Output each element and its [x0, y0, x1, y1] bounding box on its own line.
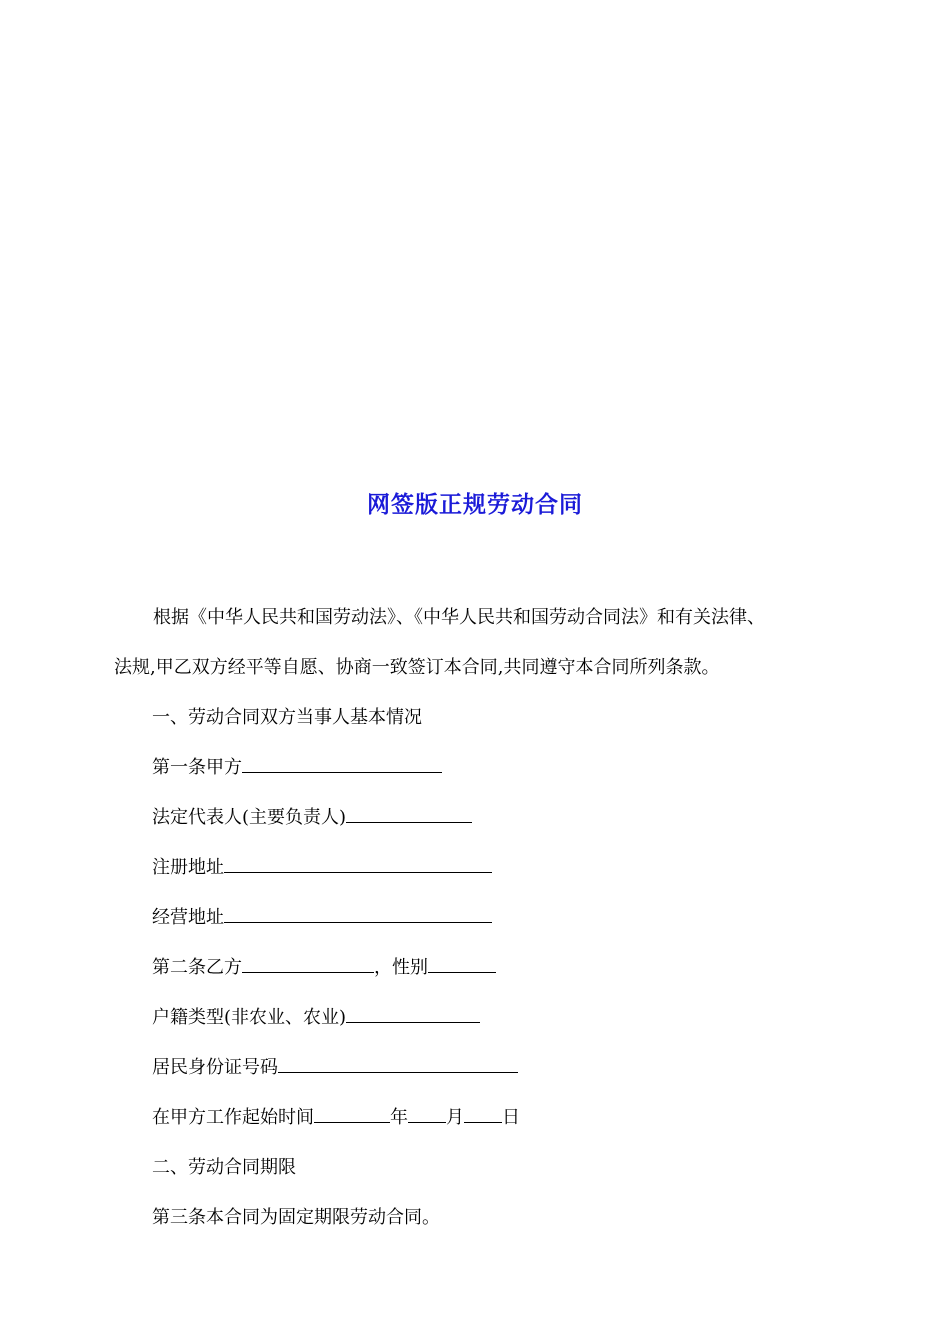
party-a-blank[interactable] [242, 756, 442, 773]
month-label: 月 [446, 1107, 464, 1128]
intro-line-1: 根据《中华人民共和国劳动法》、《中华人民共和国劳动合同法》和有关法律、 [153, 607, 765, 628]
section-1-heading: 一、劳动合同双方当事人基本情况 [152, 707, 422, 728]
document-title: 网签版正规劳动合同 [367, 491, 583, 518]
id-number-row [152, 1056, 518, 1080]
section-2-heading: 二、劳动合同期限 [152, 1157, 296, 1178]
start-month-blank[interactable] [408, 1106, 446, 1123]
household-blank[interactable] [346, 1006, 480, 1023]
reg-address-row [152, 856, 492, 880]
day-label: 日 [502, 1107, 520, 1128]
legal-rep-row [152, 806, 472, 830]
start-date-label: 在甲方工作起始时间 [152, 1107, 314, 1128]
party-a-label: 第一条甲方 [152, 757, 242, 778]
year-label: 年 [390, 1107, 408, 1128]
reg-address-label: 注册地址 [152, 857, 224, 878]
start-date-row [152, 1106, 520, 1130]
party-a-row [152, 756, 442, 780]
gender-blank[interactable] [428, 956, 496, 973]
id-number-label: 居民身份证号码 [152, 1057, 278, 1078]
biz-address-label: 经营地址 [152, 907, 224, 928]
id-number-blank[interactable] [278, 1056, 518, 1073]
start-day-blank[interactable] [464, 1106, 502, 1123]
party-b-blank[interactable] [242, 956, 374, 973]
gender-label: ，性别 [374, 957, 428, 978]
legal-rep-label: 法定代表人(主要负责人) [152, 807, 347, 828]
intro-line-2: 法规,甲乙双方经平等自愿、协商一致签订本合同,共同遵守本合同所列条款。 [114, 657, 720, 678]
party-b-label: 第二条乙方 [152, 957, 242, 978]
biz-address-blank[interactable] [224, 906, 492, 923]
legal-rep-blank[interactable] [346, 806, 472, 823]
household-label: 户籍类型(非农业、农业) [152, 1007, 347, 1028]
household-row [152, 1006, 480, 1030]
biz-address-row [152, 906, 492, 930]
reg-address-blank[interactable] [224, 856, 492, 873]
party-b-row [152, 956, 496, 980]
article-3-text: 第三条本合同为固定期限劳动合同。 [152, 1207, 440, 1228]
start-year-blank[interactable] [314, 1106, 390, 1123]
